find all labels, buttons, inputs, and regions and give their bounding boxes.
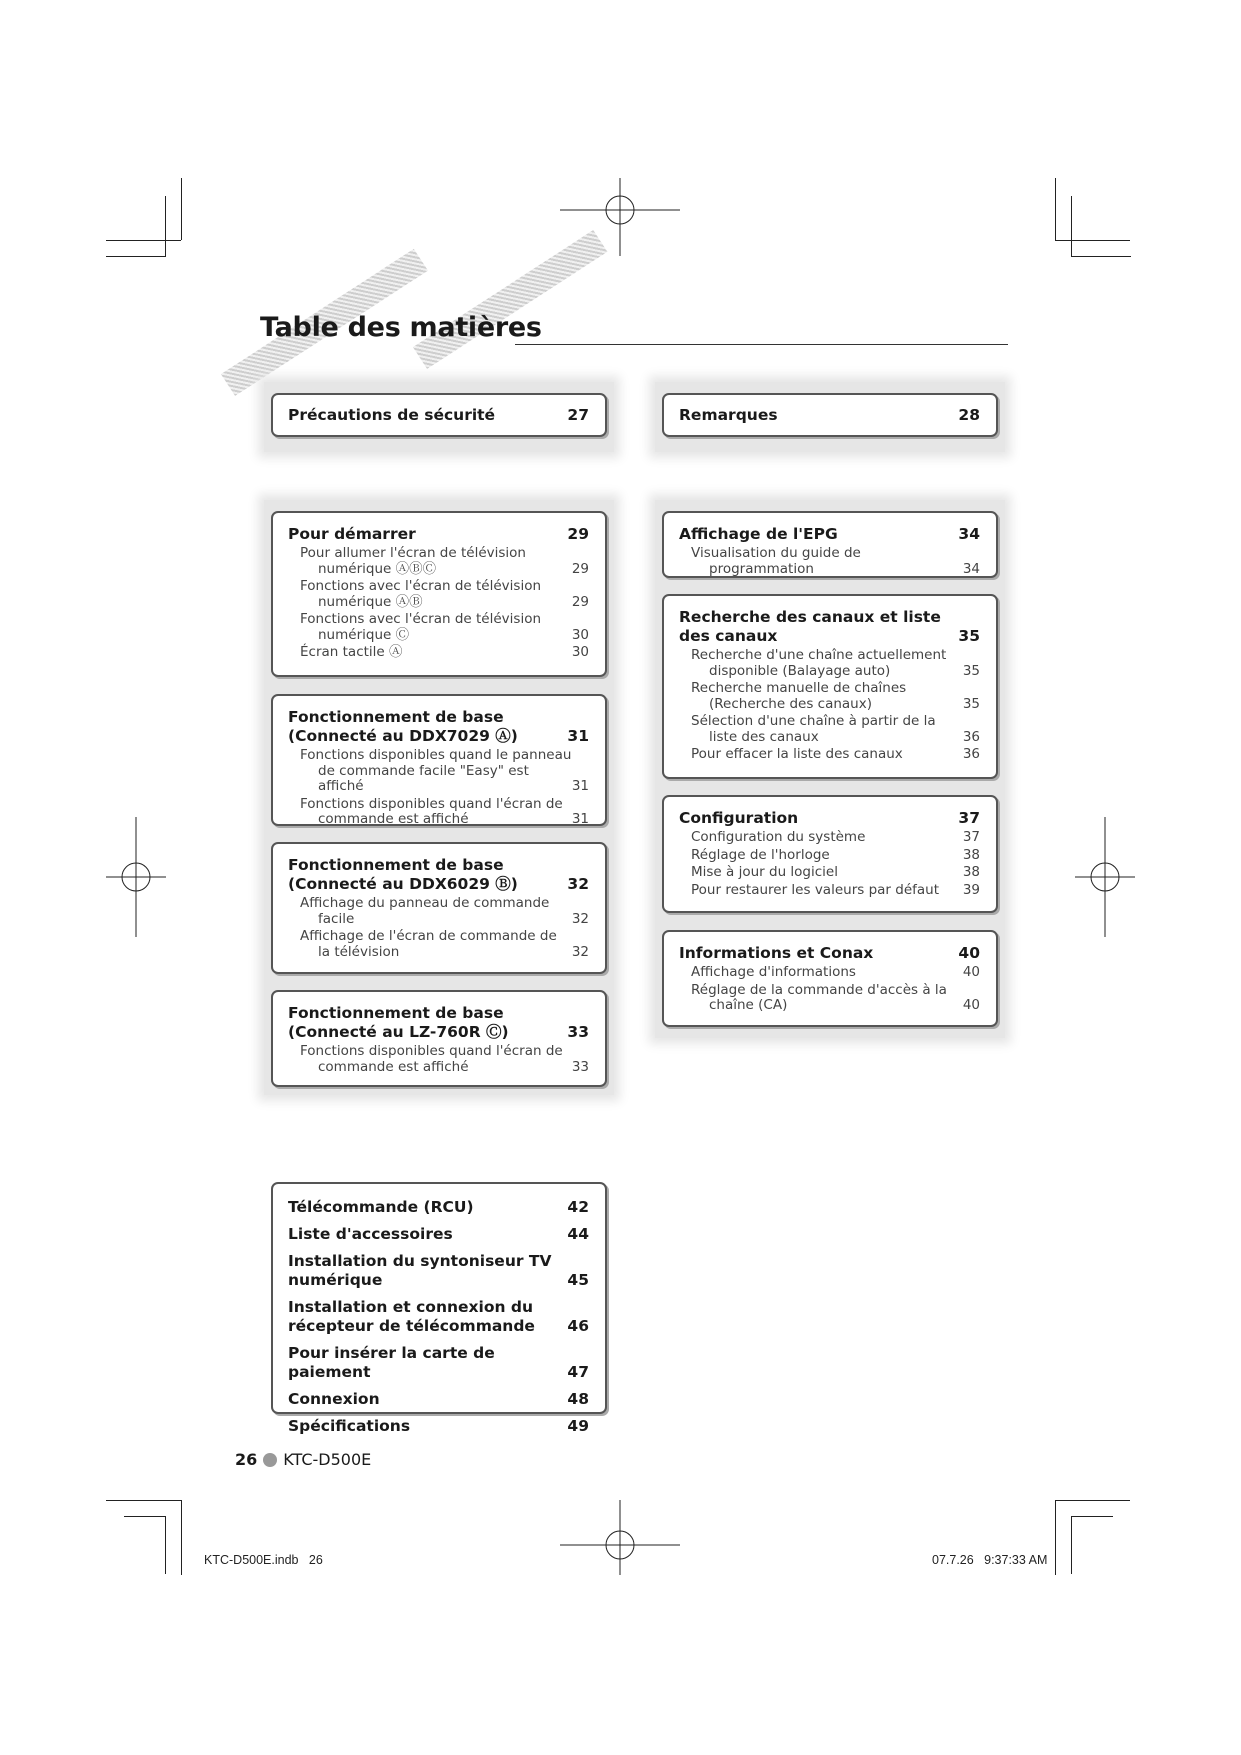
bullet-icon xyxy=(263,1453,277,1467)
toc-item-label[interactable]: Recherche manuelle de chaînes (Recherche des canaux) xyxy=(691,680,907,712)
toc-section-heading: Fonctionnement de base (Connecté au LZ-760R Ⓒ) xyxy=(288,1004,509,1041)
toc-entry-label: Remarques xyxy=(679,405,778,424)
model-name: KTC-D500E xyxy=(283,1450,372,1469)
toc-entry[interactable] xyxy=(288,1225,589,1244)
toc-box-ddx7029[interactable] xyxy=(271,694,607,826)
toc-item-page: 38 xyxy=(962,864,980,880)
toc-item-label[interactable]: Réglage de l'horloge xyxy=(691,846,830,863)
toc-section-page: 29 xyxy=(567,525,589,543)
toc-entry-page: 44 xyxy=(567,1225,589,1243)
toc-section-page: 34 xyxy=(958,525,980,543)
toc-entry[interactable] xyxy=(288,1417,589,1436)
toc-item-label[interactable]: Configuration du système xyxy=(691,829,866,845)
toc-item-page: 40 xyxy=(962,964,980,980)
toc-box-epg[interactable] xyxy=(662,511,998,578)
toc-item-page: 35 xyxy=(962,695,980,712)
toc-entry-page: 48 xyxy=(567,1390,589,1408)
toc-section-heading: Configuration xyxy=(679,809,799,827)
toc-item-label[interactable]: Fonctions avec l'écran de télévision numérique Ⓒ xyxy=(300,611,542,643)
toc-item-label[interactable]: Fonctions disponibles quand l'écran de commande est affiché xyxy=(300,1043,563,1075)
toc-entry-label: Télécommande (RCU) xyxy=(288,1198,474,1216)
toc-section-page: 33 xyxy=(567,1023,589,1041)
toc-item-label[interactable]: Recherche d'une chaîne actuellement disponible (Balayage auto) xyxy=(691,647,947,679)
page-footer xyxy=(235,1450,371,1469)
toc-item-label[interactable]: Écran tactile Ⓐ xyxy=(300,644,403,660)
page-number: 26 xyxy=(235,1450,258,1469)
toc-item-page: 32 xyxy=(571,943,589,960)
toc-entry-label: Connexion xyxy=(288,1390,380,1408)
toc-box-appendix[interactable] xyxy=(271,1182,607,1435)
toc-box-pour-demarrer[interactable] xyxy=(271,511,607,677)
toc-item-label[interactable]: Fonctions avec l'écran de télévision numérique ⒶⒷ xyxy=(300,578,542,610)
toc-box-lz760r[interactable] xyxy=(271,990,607,1087)
toc-item-label[interactable]: Pour restaurer les valeurs par défaut xyxy=(691,881,939,898)
toc-entry-label: Pour insérer la carte de paiement xyxy=(288,1344,495,1381)
print-slug-timestamp: 07.7.26 9:37:33 AM xyxy=(932,1553,1048,1567)
toc-box-informations-conax[interactable] xyxy=(662,930,998,1027)
toc-entry[interactable] xyxy=(288,1198,589,1217)
toc-section-heading: Recherche des canaux et liste des canaux xyxy=(679,608,941,645)
toc-item-page: 37 xyxy=(962,829,980,845)
toc-entry-label: Spécifications xyxy=(288,1417,411,1435)
toc-section-page: 40 xyxy=(958,944,980,962)
toc-section-heading: Affichage de l'EPG xyxy=(679,525,838,543)
toc-item-label[interactable]: Pour effacer la liste des canaux xyxy=(691,746,903,762)
toc-box-precautions[interactable] xyxy=(271,393,607,437)
toc-entry-page: 47 xyxy=(567,1363,589,1381)
toc-item-page: 35 xyxy=(962,662,980,679)
toc-entry-page: 45 xyxy=(567,1271,589,1289)
toc-item-page: 31 xyxy=(571,811,589,827)
toc-item-page: 40 xyxy=(962,997,980,1013)
toc-section-heading: Fonctionnement de base (Connecté au DDX7029 Ⓐ) xyxy=(288,708,518,745)
toc-item-page: 29 xyxy=(571,560,589,577)
toc-item-page: 29 xyxy=(571,593,589,610)
toc-item-page: 36 xyxy=(962,746,980,762)
toc-entry[interactable] xyxy=(288,1344,589,1382)
toc-section-page: 35 xyxy=(958,627,980,645)
toc-item-page: 38 xyxy=(962,846,980,863)
toc-entry-page: 27 xyxy=(567,405,589,424)
toc-item-label[interactable]: Pour allumer l'écran de télévision numérique ⒶⒷⒸ xyxy=(300,545,526,577)
toc-item-label[interactable]: Affichage d'informations xyxy=(691,964,856,980)
toc-entry-label: Précautions de sécurité xyxy=(288,405,496,424)
toc-entry-page: 42 xyxy=(567,1198,589,1216)
toc-item-label[interactable]: Affichage du panneau de commande facile xyxy=(300,895,550,927)
toc-section-page: 37 xyxy=(958,809,980,827)
toc-section-heading: Pour démarrer xyxy=(288,525,416,543)
toc-item-label[interactable]: Visualisation du guide de programmation xyxy=(691,545,861,577)
toc-item-page: 30 xyxy=(571,644,589,660)
toc-box-remarques[interactable] xyxy=(662,393,998,437)
toc-item-page: 39 xyxy=(962,881,980,898)
toc-entry[interactable] xyxy=(288,1298,589,1336)
print-slug-file: KTC-D500E.indb 26 xyxy=(204,1553,323,1567)
toc-box-ddx6029[interactable] xyxy=(271,842,607,974)
toc-item-label[interactable]: Sélection d'une chaîne à partir de la liste des canaux xyxy=(691,713,936,745)
toc-entry-page: 28 xyxy=(958,405,980,424)
toc-section-page: 31 xyxy=(567,727,589,745)
toc-entry-page: 49 xyxy=(567,1417,589,1435)
toc-item-page: 36 xyxy=(962,728,980,745)
toc-section-heading: Informations et Conax xyxy=(679,944,874,962)
toc-item-page: 30 xyxy=(571,626,589,643)
toc-item-label[interactable]: Réglage de la commande d'accès à la chaîne (CA) xyxy=(691,981,947,1013)
title-underline xyxy=(515,344,1008,345)
toc-item-label[interactable]: Mise à jour du logiciel xyxy=(691,864,838,880)
toc-box-configuration[interactable] xyxy=(662,795,998,913)
toc-entry-page: 46 xyxy=(567,1317,589,1335)
toc-entry-label: Liste d'accessoires xyxy=(288,1225,453,1243)
toc-item-label[interactable]: Fonctions disponibles quand le panneau de commande facile "Easy" est affiché xyxy=(300,747,572,794)
toc-entry-label: Installation et connexion du récepteur de télécommande xyxy=(288,1298,535,1335)
toc-entry[interactable] xyxy=(288,1252,589,1290)
toc-item-page: 31 xyxy=(571,778,589,794)
toc-entry[interactable] xyxy=(288,1390,589,1409)
toc-item-page: 34 xyxy=(962,560,980,577)
toc-item-label[interactable]: Fonctions disponibles quand l'écran de commande est affiché xyxy=(300,795,563,827)
toc-box-recherche-canaux[interactable] xyxy=(662,594,998,779)
page-title: Table des matières xyxy=(260,312,542,343)
toc-item-page: 33 xyxy=(571,1058,589,1075)
toc-item-page: 32 xyxy=(571,910,589,927)
toc-section-heading: Fonctionnement de base (Connecté au DDX6029 Ⓑ) xyxy=(288,856,518,893)
toc-section-page: 32 xyxy=(567,875,589,893)
toc-entry-label: Installation du syntoniseur TV numérique xyxy=(288,1252,552,1289)
toc-item-label[interactable]: Affichage de l'écran de commande de la télévision xyxy=(300,928,557,960)
